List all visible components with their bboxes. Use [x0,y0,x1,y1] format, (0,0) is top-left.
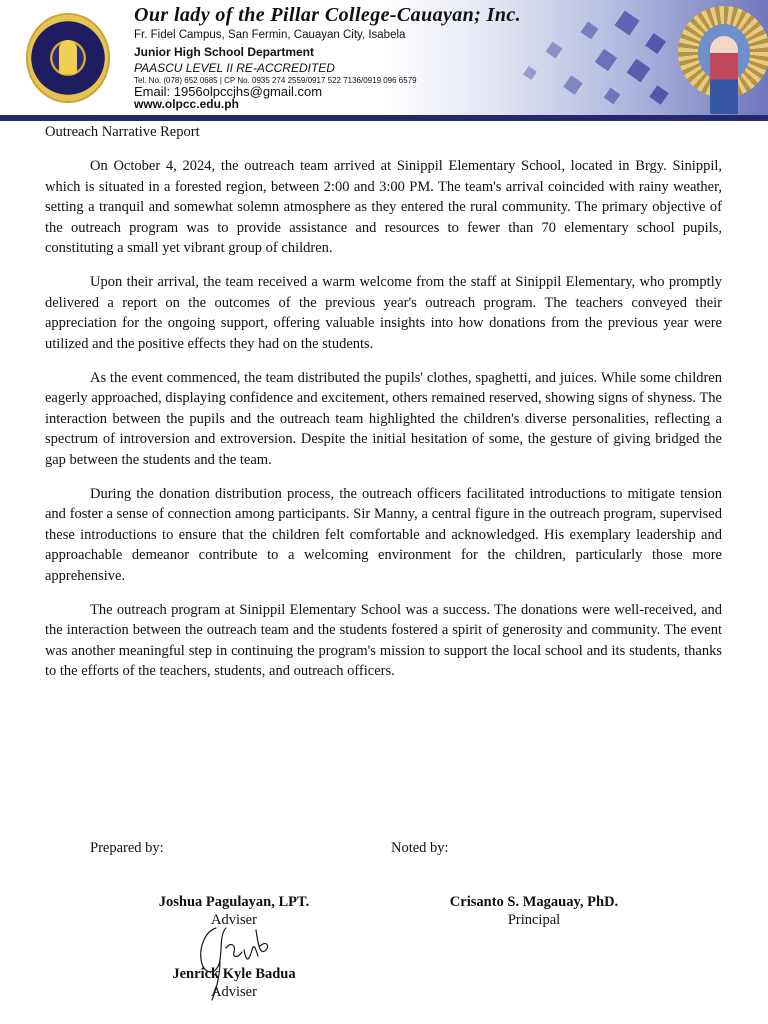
campus-address: Fr. Fidel Campus, San Fermin, Cauayan City, Isabela [134,29,406,41]
decor-square [580,21,598,39]
decor-square [523,66,537,80]
virgin-of-the-pillar-image [676,2,768,114]
medallion-figure [710,36,738,114]
department-name: Junior High School Department [134,45,315,59]
signatory-role: Adviser [211,912,257,928]
letterhead [0,0,768,121]
contact-numbers: Tel. No. (078) 652 0685 | CP No. 0935 274 2559/0917 522 7136/0919 096 6579 [134,76,417,85]
signatory-name: Crisanto S. Magauay, PhD. [449,894,619,910]
seal-figure [59,40,77,74]
report-paragraph: As the event commenced, the team distributed the pupils' clothes, spaghetti, and juices. While some children eagerly approached, displaying confidence and excitement, others remained reserved, showing signs of shyness. The interaction between the pupils and the outreach team highlighted the children's diverse personalities, reflecting a spectrum of introversion and extroversion. Despite the initial hesitation of some, the gesture of giving bridged the gap between the students and the team. [45,369,722,468]
signatory-role: Principal [507,912,561,928]
noted-by-label: Noted by: [391,840,449,856]
letterhead-band [0,115,768,121]
school-name: Our lady of the Pillar College-Cauayan; Inc. [134,4,522,26]
decor-square [627,59,651,83]
school-seal-logo [28,15,108,101]
email-address: Email: 1956olpccjhs@gmail.com [134,84,323,99]
decor-square [614,10,639,35]
signatory-name: Jenrick Kyle Badua [172,966,296,982]
decor-square [645,33,666,54]
accreditation-text: PAASCU LEVEL II RE-ACCREDITED [134,61,335,75]
decor-square [649,85,668,104]
report-paragraph: During the donation distribution process, the outreach officers facilitated introductions to mitigate tension and foster a sense of connection among participants. Sir Manny, a central figure in the outreach program, supervised these introductions to ensure that the children felt comfortable and acknowledged. His exemplary leadership and approachable demeanor contribute to a welcoming environment for the children, particularly those more apprehensive. [45,485,722,584]
decor-square [604,88,621,105]
decor-square [595,49,617,71]
prepared-by-label: Prepared by: [90,840,164,856]
report-paragraph: The outreach program at Sinippil Elementary School was a success. The donations were well-received, and the interaction between the outreach team and the students fostered a spirit of generosity and community. The event was another meaningful step in continuing the program's mission to support the local school and its students, thanks to the efforts of the teachers, students, and outreach officers. [45,601,722,679]
report-paragraph: Upon their arrival, the team received a warm welcome from the staff at Sinippil Elementary, who promptly delivered a report on the outcomes of the previous year's outreach program. The teachers conveyed their appreciation for the ongoing support, offering valuable insights into how donations from the previous year were utilized and the positive effects they had on the students. [45,274,722,352]
report-paragraph: On October 4, 2024, the outreach team arrived at Sinippil Elementary School, located in Brgy. Sinippil, which is situated in a forested region, between 2:00 and 3:00 PM. The team's arrival coincided with rainy weather, setting a tranquil and somewhat solemn atmosphere as they entered the rural community. The primary objective of the outreach program was to provide assistance and resources to fewer than 70 elementary school pupils, constituting a small yet vibrant group of children. [45,158,722,256]
decor-square [563,75,582,94]
decor-square [546,42,563,59]
signatory-name: Joshua Pagulayan, LPT. [158,894,310,910]
report-body [45,156,722,695]
signatory-role: Adviser [211,984,257,1000]
report-title: Outreach Narrative Report [45,124,200,140]
website-url: www.olpcc.edu.ph [134,97,239,111]
handwritten-signature [196,920,276,1002]
